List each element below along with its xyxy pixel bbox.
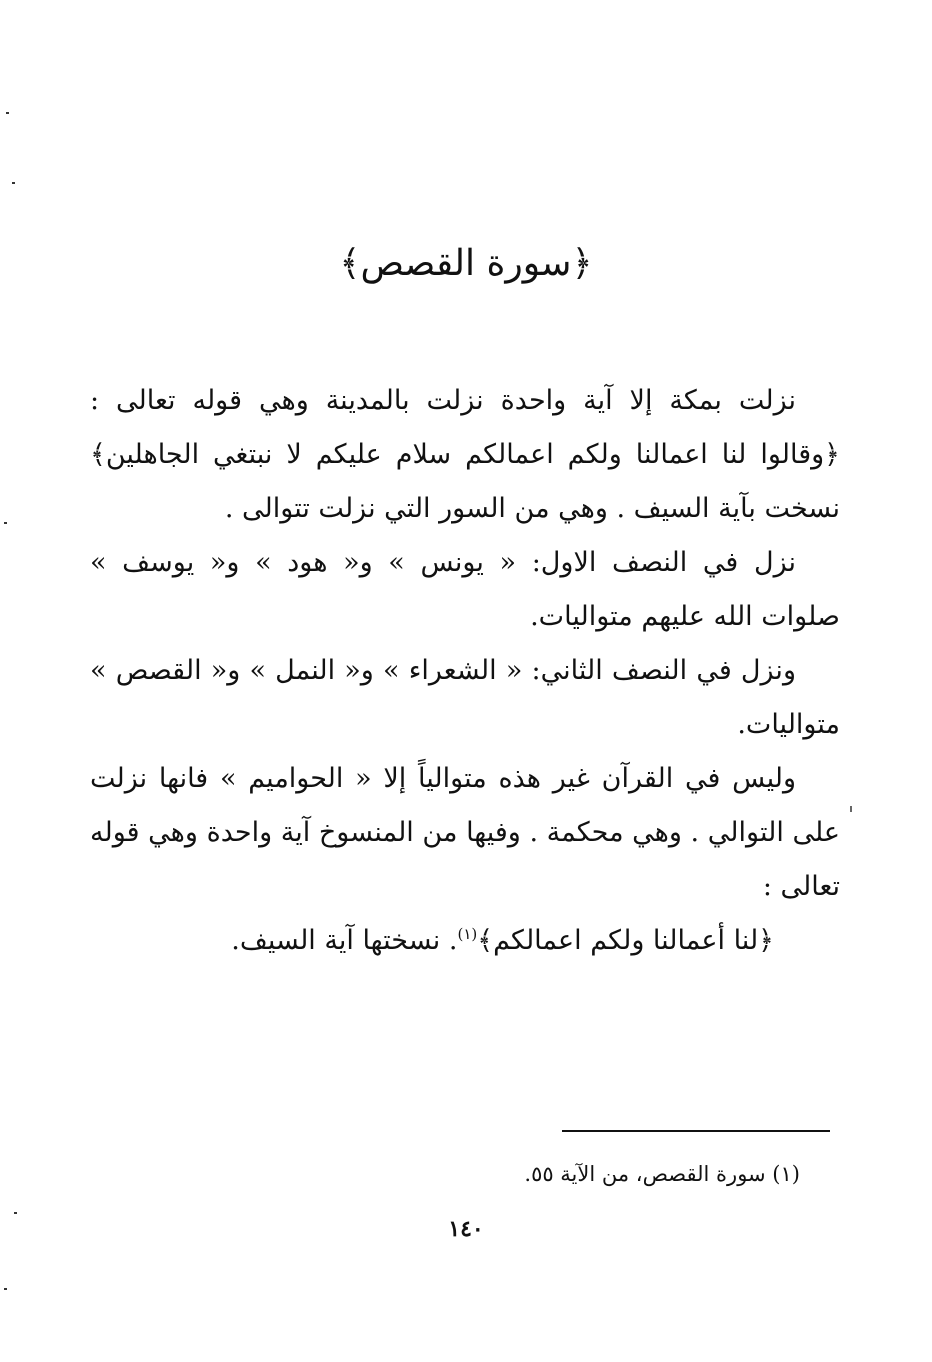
page-title: ﴿سورة القصص﴾ (339, 243, 593, 284)
scan-speck (4, 1288, 7, 1290)
paragraph: نزلت بمكة إلا آية واحدة نزلت بالمدينة وهي قوله تعالى : ﴿وقالوا لنا اعمالنا ولكم اعمالكم سلام عليكم لا نبتغي الجاهلين﴾ نسخت بآية السيف . وهي من السور التي نزلت تتوالى . (90, 385, 840, 524)
paragraph: وليس في القرآن غير هذه متوالياً إلا « الحواميم » فانها نزلت على التوالي . وهي محكمة . وفيها من المنسوخ آية واحدة وهي قوله تعالى : (90, 763, 840, 902)
quoted-verse-line (90, 914, 840, 968)
paragraph: ونزل في النصف الثاني: « الشعراء » و« النمل » و« القصص » متواليات. (90, 655, 840, 740)
scan-speck (4, 522, 7, 524)
footnote-reference: (١) (457, 925, 478, 943)
scan-speck (12, 182, 15, 184)
footnote-divider (562, 1130, 830, 1132)
quoted-verse: ﴿لنا أعمالنا ولكم اعمالكم﴾ (477, 925, 774, 956)
footnote: (١) سورة القصص، من الآية ٥٥. (524, 1162, 800, 1186)
paragraph: نزل في النصف الاول: « يونس » و« هود » و« يوسف » صلوات الله عليهم متواليات. (90, 547, 840, 632)
scan-speck (6, 112, 9, 114)
verse-comment: . نسختها آية السيف. (231, 925, 458, 956)
page-number: ١٤٠ (448, 1216, 484, 1242)
scan-speck (14, 1212, 17, 1214)
body-text (90, 374, 840, 968)
scan-mark (850, 806, 852, 812)
